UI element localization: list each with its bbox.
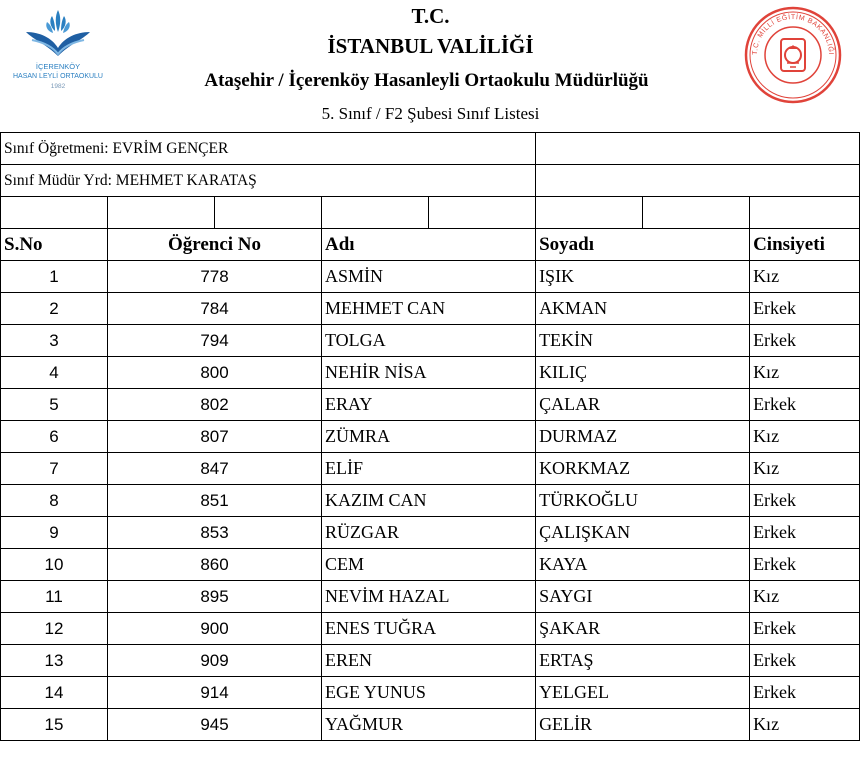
cell-gender: Erkek xyxy=(750,293,860,325)
cell-gender: Kız xyxy=(750,261,860,293)
cell-gender: Kız xyxy=(750,421,860,453)
cell-gender: Erkek xyxy=(750,677,860,709)
cell-name: CEM xyxy=(322,549,536,581)
cell-sno: 12 xyxy=(1,613,108,645)
cell-name: ERAY xyxy=(322,389,536,421)
table-row xyxy=(1,357,860,389)
cell-student-no: 909 xyxy=(108,645,322,677)
class-deputy-principal: Sınıf Müdür Yrd: MEHMET KARATAŞ xyxy=(1,165,536,197)
column-header-gender: Cinsiyeti xyxy=(750,229,860,261)
table-row xyxy=(1,549,860,581)
class-teacher: Sınıf Öğretmeni: EVRİM GENÇER xyxy=(1,133,536,165)
cell-student-no: 802 xyxy=(108,389,322,421)
table-row xyxy=(1,421,860,453)
cell-sno: 11 xyxy=(1,581,108,613)
meb-seal-icon xyxy=(743,5,843,105)
cell-student-no: 807 xyxy=(108,421,322,453)
table-row xyxy=(1,517,860,549)
table-row xyxy=(1,325,860,357)
cell-student-no: 914 xyxy=(108,677,322,709)
table-row xyxy=(1,581,860,613)
table-row xyxy=(1,485,860,517)
header-line-school: Ataşehir / İçerenköy Hasanleyli Ortaokulu Müdürlüğü xyxy=(204,70,649,91)
cell-surname: ÇALAR xyxy=(536,389,750,421)
header-line-governorship: İSTANBUL VALİLİĞİ xyxy=(327,34,534,58)
cell-gender: Kız xyxy=(750,453,860,485)
table-header-row xyxy=(1,229,860,261)
cell-student-no: 945 xyxy=(108,709,322,741)
cell-sno: 13 xyxy=(1,645,108,677)
cell-surname: DURMAZ xyxy=(536,421,750,453)
table-row xyxy=(1,613,860,645)
cell-student-no: 900 xyxy=(108,613,322,645)
empty-cell xyxy=(108,197,215,229)
cell-name: NEVİM HAZAL xyxy=(322,581,536,613)
cell-gender: Erkek xyxy=(750,389,860,421)
cell-sno: 2 xyxy=(1,293,108,325)
cell-student-no: 851 xyxy=(108,485,322,517)
table-row xyxy=(1,261,860,293)
cell-student-no: 794 xyxy=(108,325,322,357)
cell-name: KAZIM CAN xyxy=(322,485,536,517)
table-row xyxy=(1,293,860,325)
page-title: 5. Sınıf / F2 Şubesi Sınıf Listesi xyxy=(321,104,540,123)
cell-student-no: 847 xyxy=(108,453,322,485)
cell-surname: AKMAN xyxy=(536,293,750,325)
document-header xyxy=(0,0,861,132)
empty-cell xyxy=(536,197,643,229)
cell-surname: YELGEL xyxy=(536,677,750,709)
cell-student-no: 853 xyxy=(108,517,322,549)
cell-name: EREN xyxy=(322,645,536,677)
cell-name: MEHMET CAN xyxy=(322,293,536,325)
cell-name: TOLGA xyxy=(322,325,536,357)
table-row xyxy=(1,645,860,677)
cell-sno: 4 xyxy=(1,357,108,389)
cell-surname: ŞAKAR xyxy=(536,613,750,645)
cell-surname: TÜRKOĞLU xyxy=(536,485,750,517)
cell-surname: IŞIK xyxy=(536,261,750,293)
column-header-sno: S.No xyxy=(1,229,108,261)
cell-name: RÜZGAR xyxy=(322,517,536,549)
column-header-student-no: Öğrenci No xyxy=(108,229,322,261)
cell-sno: 8 xyxy=(1,485,108,517)
cell-sno: 10 xyxy=(1,549,108,581)
cell-student-no: 800 xyxy=(108,357,322,389)
teacher-row xyxy=(1,133,860,165)
empty-cell xyxy=(536,133,860,165)
empty-cell xyxy=(429,197,536,229)
cell-name: YAĞMUR xyxy=(322,709,536,741)
cell-gender: Erkek xyxy=(750,645,860,677)
table-row xyxy=(1,453,860,485)
table-row xyxy=(1,709,860,741)
cell-sno: 15 xyxy=(1,709,108,741)
cell-gender: Kız xyxy=(750,581,860,613)
cell-sno: 9 xyxy=(1,517,108,549)
cell-gender: Kız xyxy=(750,357,860,389)
cell-gender: Erkek xyxy=(750,613,860,645)
empty-cell xyxy=(322,197,429,229)
cell-surname: KAYA xyxy=(536,549,750,581)
cell-surname: GELİR xyxy=(536,709,750,741)
logo-text: İÇERENKÖY xyxy=(35,62,81,71)
cell-name: EGE YUNUS xyxy=(322,677,536,709)
cell-surname: SAYGI xyxy=(536,581,750,613)
cell-surname: KILIÇ xyxy=(536,357,750,389)
empty-cell xyxy=(215,197,322,229)
cell-name: NEHİR NİSA xyxy=(322,357,536,389)
empty-cell xyxy=(643,197,750,229)
cell-gender: Erkek xyxy=(750,325,860,357)
cell-student-no: 895 xyxy=(108,581,322,613)
table-row xyxy=(1,389,860,421)
table-row xyxy=(1,677,860,709)
meb-seal xyxy=(743,5,843,105)
cell-sno: 14 xyxy=(1,677,108,709)
cell-sno: 3 xyxy=(1,325,108,357)
header-line-tc: T.C. xyxy=(411,4,450,28)
empty-cell xyxy=(1,197,108,229)
cell-sno: 1 xyxy=(1,261,108,293)
cell-gender: Kız xyxy=(750,709,860,741)
cell-name: ASMİN xyxy=(322,261,536,293)
column-header-name: Adı xyxy=(322,229,536,261)
cell-gender: Erkek xyxy=(750,549,860,581)
column-header-surname: Soyadı xyxy=(536,229,750,261)
blank-row xyxy=(1,197,860,229)
logo-text: HASAN LEYLİ ORTAOKULU xyxy=(13,73,103,80)
cell-name: ENES TUĞRA xyxy=(322,613,536,645)
cell-gender: Erkek xyxy=(750,517,860,549)
cell-student-no: 860 xyxy=(108,549,322,581)
seal-text: T.C. MİLLİ EĞİTİM BAKANLIĞI xyxy=(751,13,835,56)
cell-student-no: 778 xyxy=(108,261,322,293)
logo-year: 1982 xyxy=(50,83,66,90)
empty-cell xyxy=(536,165,860,197)
cell-name: ELİF xyxy=(322,453,536,485)
cell-gender: Erkek xyxy=(750,485,860,517)
deputy-row xyxy=(1,165,860,197)
cell-sno: 5 xyxy=(1,389,108,421)
cell-name: ZÜMRA xyxy=(322,421,536,453)
cell-surname: ERTAŞ xyxy=(536,645,750,677)
cell-sno: 7 xyxy=(1,453,108,485)
class-list-table xyxy=(0,132,860,741)
cell-surname: KORKMAZ xyxy=(536,453,750,485)
cell-student-no: 784 xyxy=(108,293,322,325)
cell-surname: ÇALIŞKAN xyxy=(536,517,750,549)
cell-sno: 6 xyxy=(1,421,108,453)
empty-cell xyxy=(750,197,860,229)
cell-surname: TEKİN xyxy=(536,325,750,357)
